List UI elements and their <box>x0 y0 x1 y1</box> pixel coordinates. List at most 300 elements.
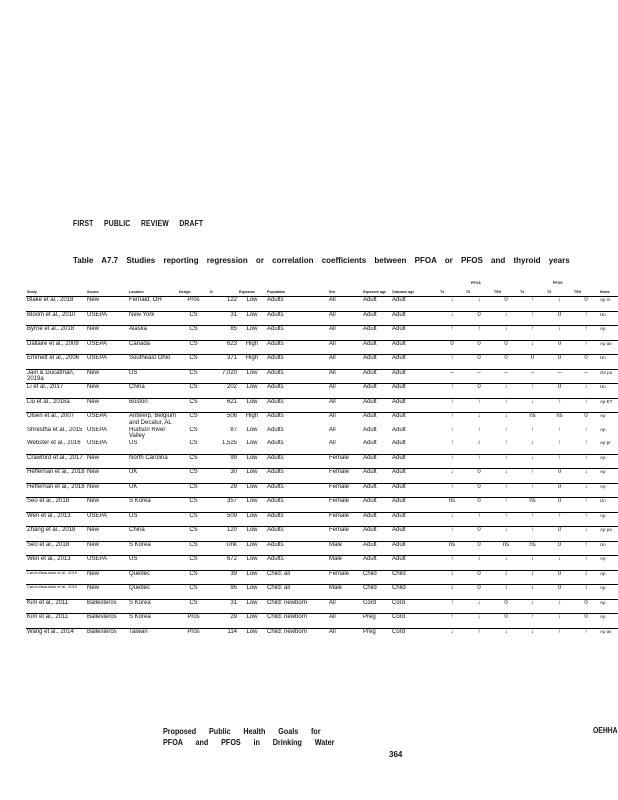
table-cell: – <box>573 369 599 384</box>
table-cell: 0 <box>493 340 519 355</box>
table-cell: ↑ <box>573 628 599 642</box>
table-cell: 114 <box>209 628 238 642</box>
table-cell: Un <box>599 498 618 513</box>
table-cell: Adults <box>266 326 328 341</box>
table-cell: Adult <box>391 454 439 469</box>
table-cell: ↑ <box>519 614 546 629</box>
table-cell: Wen et al., 2013 <box>26 512 86 527</box>
table-row <box>26 527 618 542</box>
table-cell: Low <box>238 541 266 556</box>
table-cell: ↓ <box>439 311 465 326</box>
table-cell: 0 <box>465 311 493 326</box>
table-cell: ↑ <box>465 398 493 413</box>
table-cell: ↓ <box>558 297 561 303</box>
table-cell: Ap <box>599 599 618 614</box>
table-cell: Adult <box>362 556 391 571</box>
table-cell: Ap <box>599 413 618 427</box>
column-header: Source <box>86 281 128 297</box>
table-cell: 1,525 <box>221 440 237 446</box>
table-cell: Adults <box>266 398 328 413</box>
table-cell: 357 <box>209 498 238 513</box>
table-cell: Adult <box>362 413 391 427</box>
table-cell: ↑ <box>439 454 465 469</box>
column-header: Notes <box>599 281 618 297</box>
table-cell: ↑ <box>558 426 561 433</box>
column-header: T3 <box>546 281 573 297</box>
table-cell: All <box>329 440 336 446</box>
table-cell: Ap <box>599 570 618 585</box>
table-cell: Taiwan <box>128 628 178 642</box>
table-cell: 39 <box>209 570 238 585</box>
table-cell: 0 <box>546 498 573 513</box>
table-cell: Female <box>328 498 362 513</box>
table-cell: Kim et al., 2011 <box>26 599 86 614</box>
table-cell: ↓ <box>519 398 546 413</box>
table-cell: Low <box>238 398 266 413</box>
table-cell: 506 <box>209 413 238 427</box>
table-cell: 0 <box>465 384 493 399</box>
table-cell: Low <box>238 469 266 484</box>
table-cell: ↑ <box>493 512 519 527</box>
table-cell: Adult <box>362 454 391 469</box>
table-cell: Blake et al., 2018 <box>27 297 74 303</box>
table-cell: Ap pa <box>599 527 618 542</box>
table-cell: Antwerp, Belgium and Decatur, AL <box>129 413 177 426</box>
table-row <box>26 469 618 484</box>
table-cell: Jain & Ducatman, 2019a <box>26 369 86 384</box>
table-cell: Pros <box>187 297 200 303</box>
table-cell: ↑ <box>546 454 573 469</box>
table-cell: New <box>86 541 128 556</box>
table-cell: New <box>86 326 128 341</box>
table-cell: Ballesteros <box>86 614 128 629</box>
table-cell: USEPA <box>86 311 128 326</box>
table-cell: All <box>329 297 336 303</box>
table-cell: Adult <box>391 398 439 413</box>
table-cell: UK <box>128 483 178 498</box>
table-cell: CS <box>178 498 209 513</box>
table-cell: New <box>86 384 128 399</box>
table-cell: ↕ <box>493 570 519 585</box>
table-cell: Adults <box>266 413 328 427</box>
table-cell: Ap pr <box>600 440 611 445</box>
table-cell: Low <box>238 311 266 326</box>
table-cell: ↑ <box>493 454 519 469</box>
table-cell: Low <box>238 512 266 527</box>
table-cell: Cord <box>391 628 439 642</box>
table-cell: ↑ <box>439 398 465 413</box>
table-cell: Caron-Beaudoin et al., 2019 <box>26 585 86 600</box>
table-cell: ↑ <box>519 311 546 326</box>
table-cell: ↑ <box>573 512 599 527</box>
table-cell: ↑ <box>439 527 465 542</box>
table-cell: Ap <box>599 469 618 484</box>
table-row <box>26 297 618 312</box>
table-cell: ns <box>439 541 465 556</box>
table-cell: ↓ <box>439 512 465 527</box>
table-cell: Adults <box>266 512 328 527</box>
table-row <box>26 427 618 441</box>
footer-title <box>163 726 334 748</box>
table-cell: Preg <box>362 628 391 642</box>
table-cell: Cord <box>391 614 439 629</box>
table-cell: Child: all <box>266 585 328 600</box>
table-cell: Low <box>238 585 266 600</box>
table-cell: Dallaire et al., 2009 <box>26 340 86 355</box>
table-cell: ↕ <box>519 585 546 600</box>
table-cell: Male <box>328 541 362 556</box>
table-cell: Low <box>238 599 266 614</box>
table-cell: Child <box>362 585 391 600</box>
column-header: Study <box>26 281 86 297</box>
table-cell: ↓ <box>493 384 519 399</box>
table-cell: 0 <box>465 498 493 513</box>
table-cell: Pros <box>178 628 209 642</box>
table-cell: Adult <box>362 498 391 513</box>
table-cell: 0 <box>546 585 573 600</box>
table-cell: ↕ <box>573 585 599 600</box>
table-cell: Liu et al., 2018a <box>26 398 86 413</box>
table-cell: Adult <box>391 369 439 384</box>
table-cell: New <box>86 585 128 600</box>
table-cell: 0 <box>439 340 465 355</box>
table-cell: ↑ <box>439 599 465 614</box>
table-cell: Low <box>246 440 258 446</box>
table-cell: – <box>519 369 546 384</box>
table-cell: Ballesteros <box>86 628 128 642</box>
table-cell: Wang et al., 2014 <box>26 628 86 642</box>
table-cell: High <box>238 355 266 370</box>
table-cell: Ap m <box>600 297 611 302</box>
table-cell: 672 <box>209 556 238 571</box>
table-cell: Low <box>238 498 266 513</box>
table-cell: ↓ <box>531 440 534 446</box>
table-cell: ↑ <box>439 326 465 341</box>
table-cell: Adult <box>363 440 377 446</box>
table-cell: Adult <box>392 297 406 303</box>
table-cell: Ap <box>599 454 618 469</box>
group-header-pfoa: PFOA <box>471 281 481 285</box>
table-row <box>26 599 618 614</box>
table-cell: All <box>328 355 362 370</box>
table-cell: ↑ <box>546 512 573 527</box>
table-cell: New <box>86 454 128 469</box>
table-cell: ns <box>519 541 546 556</box>
table-cell: ↓ <box>546 614 573 629</box>
table-cell: ↑ <box>573 326 599 341</box>
table-cell: ↑ <box>439 413 465 427</box>
table-cell: UK <box>128 469 178 484</box>
table-row <box>26 628 618 642</box>
table-cell: Southeast Ohio <box>128 355 178 370</box>
table-cell: Child: newborn <box>266 599 328 614</box>
table-cell: Low <box>238 454 266 469</box>
table-cell: Low <box>238 326 266 341</box>
table-cell: All <box>328 384 362 399</box>
table-row <box>26 541 618 556</box>
table-cell: Adult <box>362 483 391 498</box>
table-row <box>26 498 618 513</box>
table-cell: Child <box>391 570 439 585</box>
table-cell: CS <box>178 483 209 498</box>
table-cell: – <box>465 369 493 384</box>
table-cell: Un <box>599 384 618 399</box>
table-cell: ↑ <box>519 469 546 484</box>
table-cell: USEPA <box>86 355 128 370</box>
table-cell: Adult <box>391 556 439 571</box>
table-cell: ↑ <box>439 355 465 370</box>
table-cell: USEPA <box>86 340 128 355</box>
table-cell: USEPA <box>87 426 107 433</box>
table-cell: CS <box>189 440 198 446</box>
table-cell: ↑ <box>584 426 588 433</box>
table-cell: 623 <box>209 340 238 355</box>
table-cell: ↑ <box>519 512 546 527</box>
table-cell: USEPA <box>86 512 128 527</box>
table-cell: Adults <box>266 556 328 571</box>
table-caption: Table A7.7 Studies reporting regression or correlation coefficients between PFOA or PFOS and thyroid years <box>73 256 570 265</box>
column-header: TSH <box>573 281 599 297</box>
table-cell: ↑ <box>531 426 534 433</box>
table-cell: S Korea <box>128 498 178 513</box>
table-cell: 120 <box>209 527 238 542</box>
table-cell: Crawford et al., 2017 <box>26 454 86 469</box>
table-cell: ↓ <box>439 628 465 642</box>
table-cell: All <box>329 426 336 433</box>
table-cell: ↕ <box>573 570 599 585</box>
table-cell: ↓ <box>465 413 493 427</box>
table-cell: Un <box>599 311 618 326</box>
table-cell: Adults <box>266 469 328 484</box>
column-header: Sex <box>328 281 362 297</box>
table-cell: ↕ <box>477 440 481 446</box>
table-cell: Preg <box>362 614 391 629</box>
page-number: 364 <box>389 750 403 759</box>
table-cell: Adult <box>362 311 391 326</box>
table-cell: Zhang et al., 2018 <box>26 527 86 542</box>
table-cell: China <box>128 527 178 542</box>
table-cell: ↓ <box>573 483 599 498</box>
table-cell: New <box>86 483 128 498</box>
table-cell: Adult <box>391 413 439 427</box>
table-cell: Adults <box>266 454 328 469</box>
column-header: N <box>209 281 238 297</box>
draft-label: FIRST PUBLIC REVIEW DRAFT <box>73 219 204 228</box>
table-cell: CS <box>178 527 209 542</box>
table-cell: Female <box>328 570 362 585</box>
table-row <box>26 340 618 355</box>
table-cell: US <box>128 369 178 384</box>
table-cell: ↓ <box>546 599 573 614</box>
table-cell: Heffernan et al., 2018 <box>26 469 86 484</box>
table-cell: CS <box>178 326 209 341</box>
table-cell: Low <box>238 614 266 629</box>
table-row <box>26 570 618 585</box>
table-cell: Low <box>238 570 266 585</box>
table-cell: Ap <box>599 326 618 341</box>
table-row <box>26 311 618 326</box>
table-cell: Hudson River Valley <box>129 426 166 439</box>
table-cell: 0 <box>493 599 519 614</box>
table-row <box>26 556 618 571</box>
column-header: Outcome age <box>391 281 439 297</box>
table-cell: All <box>328 326 362 341</box>
table-cell: Unk <box>209 541 238 556</box>
table-cell: Child: newborn <box>266 628 328 642</box>
table-cell: ↓ <box>465 614 493 629</box>
table-cell: Adult <box>391 498 439 513</box>
table-cell: Adult <box>391 355 439 370</box>
table-cell: Heffernan et al., 2018 <box>26 483 86 498</box>
table-cell: 0 <box>546 570 573 585</box>
table-cell: 0 <box>546 355 573 370</box>
table-cell: ↓ <box>519 599 546 614</box>
table-cell: Low <box>238 628 266 642</box>
table-cell: ↓ <box>546 556 573 571</box>
table-cell: All <box>328 413 362 427</box>
table-cell: Adults <box>266 483 328 498</box>
footer-line-1: Proposed Public Health Goals for <box>163 727 321 736</box>
table-cell: Cord <box>391 599 439 614</box>
table-cell: ns <box>546 413 573 427</box>
table-cell: ↑ <box>573 498 599 513</box>
table-cell: S Korea <box>128 599 178 614</box>
table-cell: Quebec <box>128 570 178 585</box>
table-cell: 0 <box>465 570 493 585</box>
table-cell: ↕ <box>493 585 519 600</box>
table-cell: ↑ <box>573 311 599 326</box>
table-cell: Ap ET <box>599 398 618 413</box>
table-cell: Female <box>328 469 362 484</box>
table-cell: Webster et al., 2016 <box>27 440 81 446</box>
table-cell: China <box>128 384 178 399</box>
table-cell: ↑ <box>465 512 493 527</box>
table-cell: Low <box>238 384 266 399</box>
table-cell: Boston <box>128 398 178 413</box>
table-cell: Ap <box>599 614 618 629</box>
table-cell: Adult <box>391 311 439 326</box>
table-cell: 30 <box>209 469 238 484</box>
table-cell: 0 <box>493 355 519 370</box>
table-cell: Low <box>238 556 266 571</box>
table-cell: Pros <box>178 614 209 629</box>
group-header-pfos: PFOS <box>553 281 563 285</box>
table-row <box>26 440 618 454</box>
table-cell: Alaska <box>128 326 178 341</box>
column-header: T4 <box>439 281 465 297</box>
table-cell: ↑ <box>493 398 519 413</box>
table-cell: 85 <box>209 326 238 341</box>
table-cell: ↓ <box>493 556 519 571</box>
table-row <box>26 512 618 527</box>
table-cell: 371 <box>209 355 238 370</box>
table-cell: Female <box>328 527 362 542</box>
table-cell: ↓ <box>573 527 599 542</box>
table-cell: ↑ <box>504 426 508 433</box>
table-cell: ↑ <box>493 483 519 498</box>
table-cell: New <box>86 369 128 384</box>
table-cell: Ap <box>599 585 618 600</box>
table-row <box>26 454 618 469</box>
table-cell: 29 <box>209 483 238 498</box>
table-cell: Adult <box>362 398 391 413</box>
table-cell: ↑ <box>573 541 599 556</box>
table-cell: Olsen et al., 2007 <box>26 413 86 427</box>
table-cell: CS <box>178 384 209 399</box>
table-cell: ↕ <box>439 570 465 585</box>
table-cell: Adult <box>392 426 406 433</box>
table-cell: ↑ <box>519 527 546 542</box>
table-cell: ↑ <box>439 556 465 571</box>
table-cell: New <box>86 398 128 413</box>
table-cell: ↑ <box>519 384 546 399</box>
table-cell: High <box>238 413 266 427</box>
table-cell: ↑ <box>477 426 481 433</box>
table-cell: Adults <box>266 541 328 556</box>
table-cell: ns <box>519 413 546 427</box>
column-header: Exposure <box>238 281 266 297</box>
table-cell: All <box>328 311 362 326</box>
table-cell: 0 <box>546 311 573 326</box>
table-cell: 0 <box>546 340 573 355</box>
table-cell: Adult <box>391 541 439 556</box>
table-cell: ns <box>493 541 519 556</box>
table-cell: Adult <box>362 512 391 527</box>
table-cell: ↓ <box>493 527 519 542</box>
table-cell: 31 <box>209 599 238 614</box>
table-cell: ↑ <box>493 498 519 513</box>
table-row <box>26 614 618 629</box>
table-cell: CS <box>178 599 209 614</box>
table-cell: Female <box>328 512 362 527</box>
table-cell: ↓ <box>465 599 493 614</box>
table-cell: 0 <box>546 541 573 556</box>
table-cell: Adult <box>362 355 391 370</box>
table-cell: CS <box>178 311 209 326</box>
table-cell: Adult <box>363 426 377 433</box>
table-cell: USEPA <box>86 413 128 427</box>
table-cell: ↑ <box>546 398 573 413</box>
table-cell: USEPA <box>87 440 107 446</box>
table-cell: US <box>128 512 178 527</box>
table-cell: Low <box>238 369 266 384</box>
table-cell: New <box>86 498 128 513</box>
table-cell: ↑ <box>439 483 465 498</box>
table-cell: Low <box>238 527 266 542</box>
table-cell: Fernald, OH <box>129 297 162 303</box>
table-cell: Adult <box>391 483 439 498</box>
table-cell: 0 <box>465 541 493 556</box>
table-cell: Child: all <box>266 570 328 585</box>
table-cell: Male <box>328 585 362 600</box>
table-cell: All <box>328 628 362 642</box>
table-cell: ↑ <box>465 326 493 341</box>
table-cell: ns <box>519 498 546 513</box>
table-cell: ↑ <box>439 614 465 629</box>
table-cell: ↑ <box>584 440 588 446</box>
table-cell: 87 <box>230 426 237 433</box>
table-cell: 0 <box>546 384 573 399</box>
column-header: TSH <box>493 281 519 297</box>
table-cell: Child <box>362 570 391 585</box>
table-cell: ↓ <box>519 628 546 642</box>
table-cell: CS <box>178 454 209 469</box>
table-cell: Cord <box>362 599 391 614</box>
table-cell: Adults <box>266 527 328 542</box>
table-cell: Kim et al., 2011 <box>26 614 86 629</box>
table-cell: ↓ <box>519 454 546 469</box>
table-cell: ↓ <box>493 326 519 341</box>
